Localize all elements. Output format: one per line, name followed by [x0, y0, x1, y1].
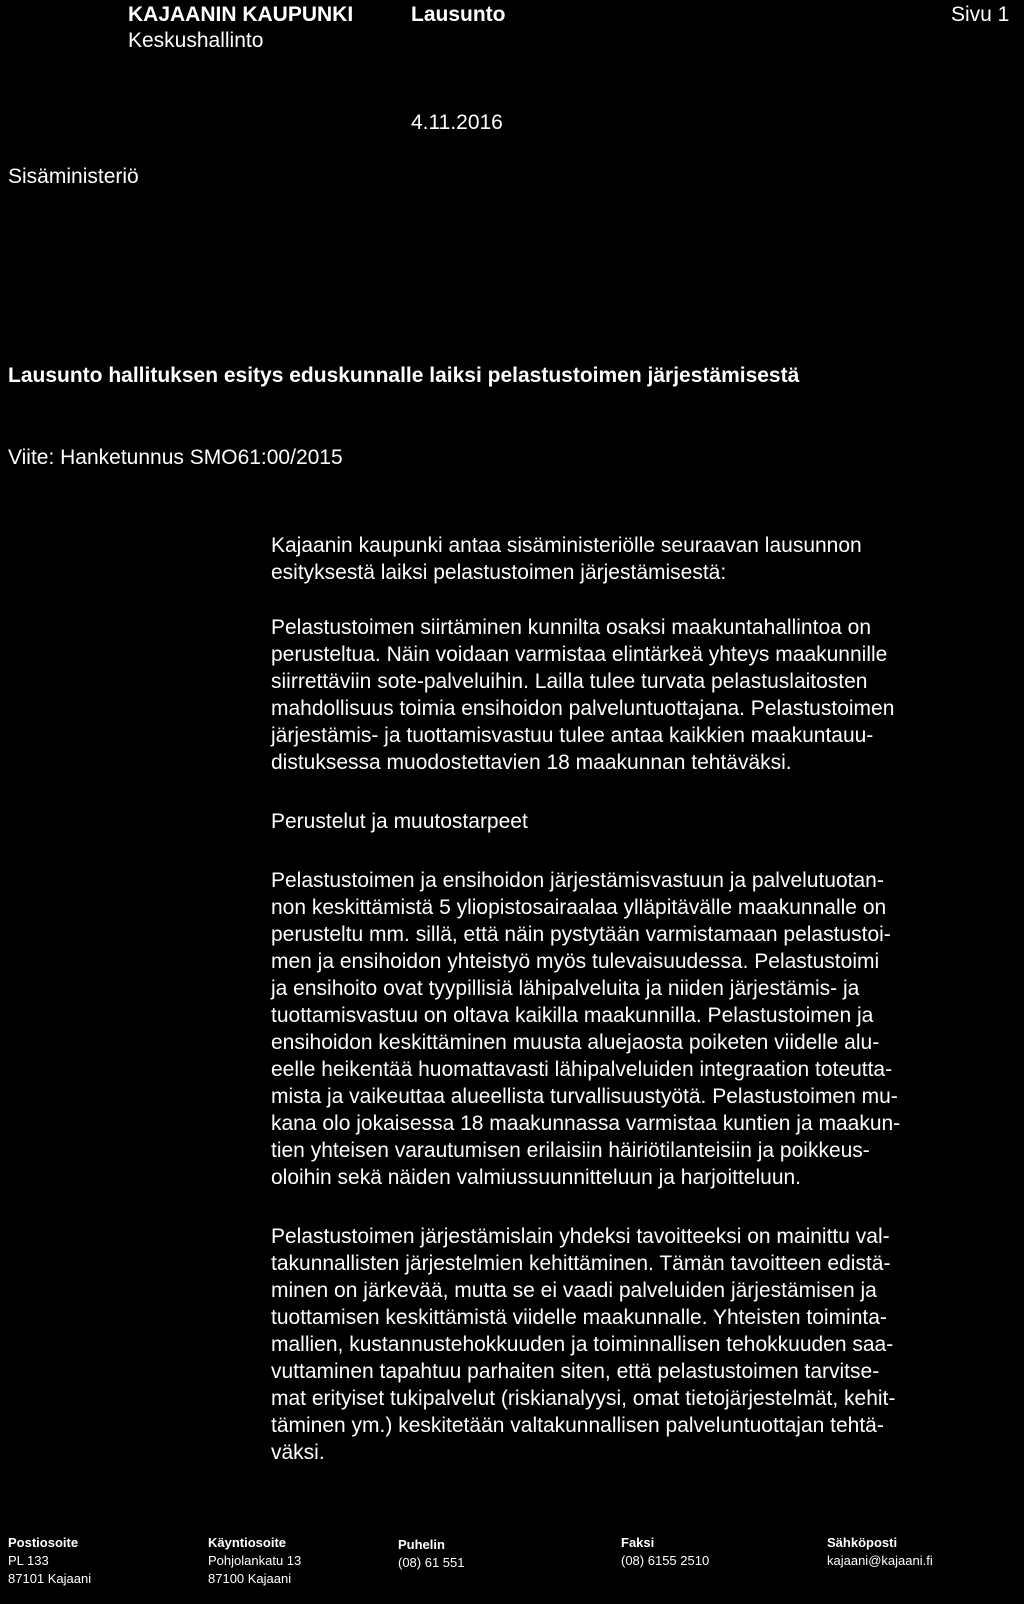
page-number: Sivu 1	[951, 3, 1010, 26]
footer-value: 87101 Kajaani	[8, 1571, 92, 1586]
text-line: perusteltu mm. sillä, että näin pystytään varmistamaan pelastustoi-	[271, 923, 891, 946]
text-line: men ja ensihoidon yhteistyö myös tulevaisuudessa. Pelastustoimi	[271, 950, 880, 973]
organization-name: KAJAANIN KAUPUNKI	[128, 3, 354, 26]
text-line: Pelastustoimen siirtäminen kunnilta osaksi maakuntahallintoa on	[271, 616, 871, 639]
text-line: mahdollisuus toimia ensihoidon palveluntuottajana. Pelastustoimen	[271, 697, 895, 720]
footer-fax	[621, 1534, 709, 1570]
footer-value: PL 133	[8, 1553, 49, 1568]
text-line: esityksestä laiksi pelastustoimen järjestämisestä:	[271, 561, 727, 584]
intro-paragraph	[271, 532, 996, 586]
text-line: järjestämis- ja tuottamisvastuu tulee antaa kaikkien maakuntauu-	[271, 724, 874, 747]
text-line: väksi.	[271, 1441, 325, 1464]
text-line: ensihoidon keskittäminen muusta aluejaosta poiketen viidelle alu-	[271, 1031, 880, 1054]
footer-email-link[interactable]: kajaani@kajaani.fi	[827, 1553, 933, 1568]
section-subheading	[271, 808, 996, 835]
text-line: kana olo jokaisessa 18 maakunnassa varmistaa kuntien ja maakun-	[271, 1112, 901, 1135]
document-type: Lausunto	[411, 3, 506, 26]
text-line: ja ensihoito ovat tyypillisiä lähipalveluita ja niiden järjestämis- ja	[271, 977, 860, 1000]
text-line: mallien, kustannustehokkuuden ja toiminnallisen tehokkuuden saa-	[271, 1333, 894, 1356]
text-line: vuttaminen tapahtuu parhaiten siten, että pelastustoimen tarvitse-	[271, 1360, 880, 1383]
recipient: Sisäministeriö	[8, 165, 139, 188]
footer-email	[827, 1534, 933, 1570]
footer-value: Pohjolankatu 13	[208, 1553, 302, 1568]
text-line: tuottamisvastuu on oltava kaikilla maakunnilla. Pelastustoimen ja	[271, 1004, 874, 1027]
footer-label: Käyntiosoite	[208, 1535, 287, 1550]
text-line: Pelastustoimen ja ensihoidon järjestämisvastuun ja palvelutuotan-	[271, 869, 884, 892]
text-line: distuksessa muodostettavien 18 maakunnan tehtäväksi.	[271, 751, 792, 774]
footer-postal-address	[8, 1534, 91, 1588]
text-line: eelle heikentää huomattavasti lähipalveluiden integraation toteutta-	[271, 1058, 893, 1081]
text-line: minen on järkevää, mutta se ei vaadi palveluiden järjestämisen ja	[271, 1279, 877, 1302]
text-line: Kajaanin kaupunki antaa sisäministeriölle seuraavan lausunnon	[271, 534, 862, 557]
document-date: 4.11.2016	[411, 111, 503, 134]
footer-value: 87100 Kajaani	[208, 1571, 292, 1586]
text-line: mat erityiset tukipalvelut (riskianalyysi, omat tietojärjestelmät, kehit-	[271, 1387, 896, 1410]
subheading-text: Perustelut ja muutostarpeet	[271, 810, 528, 833]
footer-value: (08) 6155 2510	[621, 1553, 710, 1568]
text-line: non keskittämistä 5 yliopistosairaalaa ylläpitävälle maakunnalle on	[271, 896, 887, 919]
document-title: Lausunto hallituksen esitys eduskunnalle laiksi pelastustoimen järjestämisestä	[8, 364, 800, 387]
reference-line: Viite: Hanketunnus SMO61:00/2015	[8, 446, 343, 469]
paragraph-2	[271, 867, 996, 1191]
text-line: Pelastustoimen järjestämislain yhdeksi tavoitteeksi on mainittu val-	[271, 1225, 890, 1248]
text-line: tien yhteisen varautumisen erilaisiin häiriötilanteisiin ja poikkeus-	[271, 1139, 870, 1162]
footer-visiting-address	[208, 1534, 301, 1588]
footer-label: Faksi	[621, 1535, 655, 1550]
organization-unit: Keskushallinto	[128, 29, 264, 52]
footer-phone	[398, 1536, 465, 1572]
text-line: oloihin sekä näiden valmiussuunnitteluun ja harjoitteluun.	[271, 1166, 802, 1189]
text-line: täminen ym.) keskitetään valtakunnallisen palveluntuottajan tehtä-	[271, 1414, 884, 1437]
text-line: perusteltua. Näin voidaan varmistaa elintärkeä yhteys maakunnille	[271, 643, 888, 666]
footer-label: Sähköposti	[827, 1535, 898, 1550]
paragraph-1	[271, 614, 996, 776]
footer-label: Postiosoite	[8, 1535, 79, 1550]
text-line: tuottamisen keskittämistä viidelle maakunnalle. Yhteisten toiminta-	[271, 1306, 887, 1329]
text-line: siirrettäviin sote-palveluihin. Lailla tulee turvata pelastuslaitosten	[271, 670, 868, 693]
text-line: takunnallisten järjestelmien kehittäminen. Tämän tavoitteen edistä-	[271, 1252, 891, 1275]
footer-label: Puhelin	[398, 1537, 445, 1552]
text-line: mista ja vaikeuttaa alueellista turvallisuustyötä. Pelastustoimen mu-	[271, 1085, 898, 1108]
paragraph-3	[271, 1223, 996, 1466]
footer-value: (08) 61 551	[398, 1555, 465, 1570]
